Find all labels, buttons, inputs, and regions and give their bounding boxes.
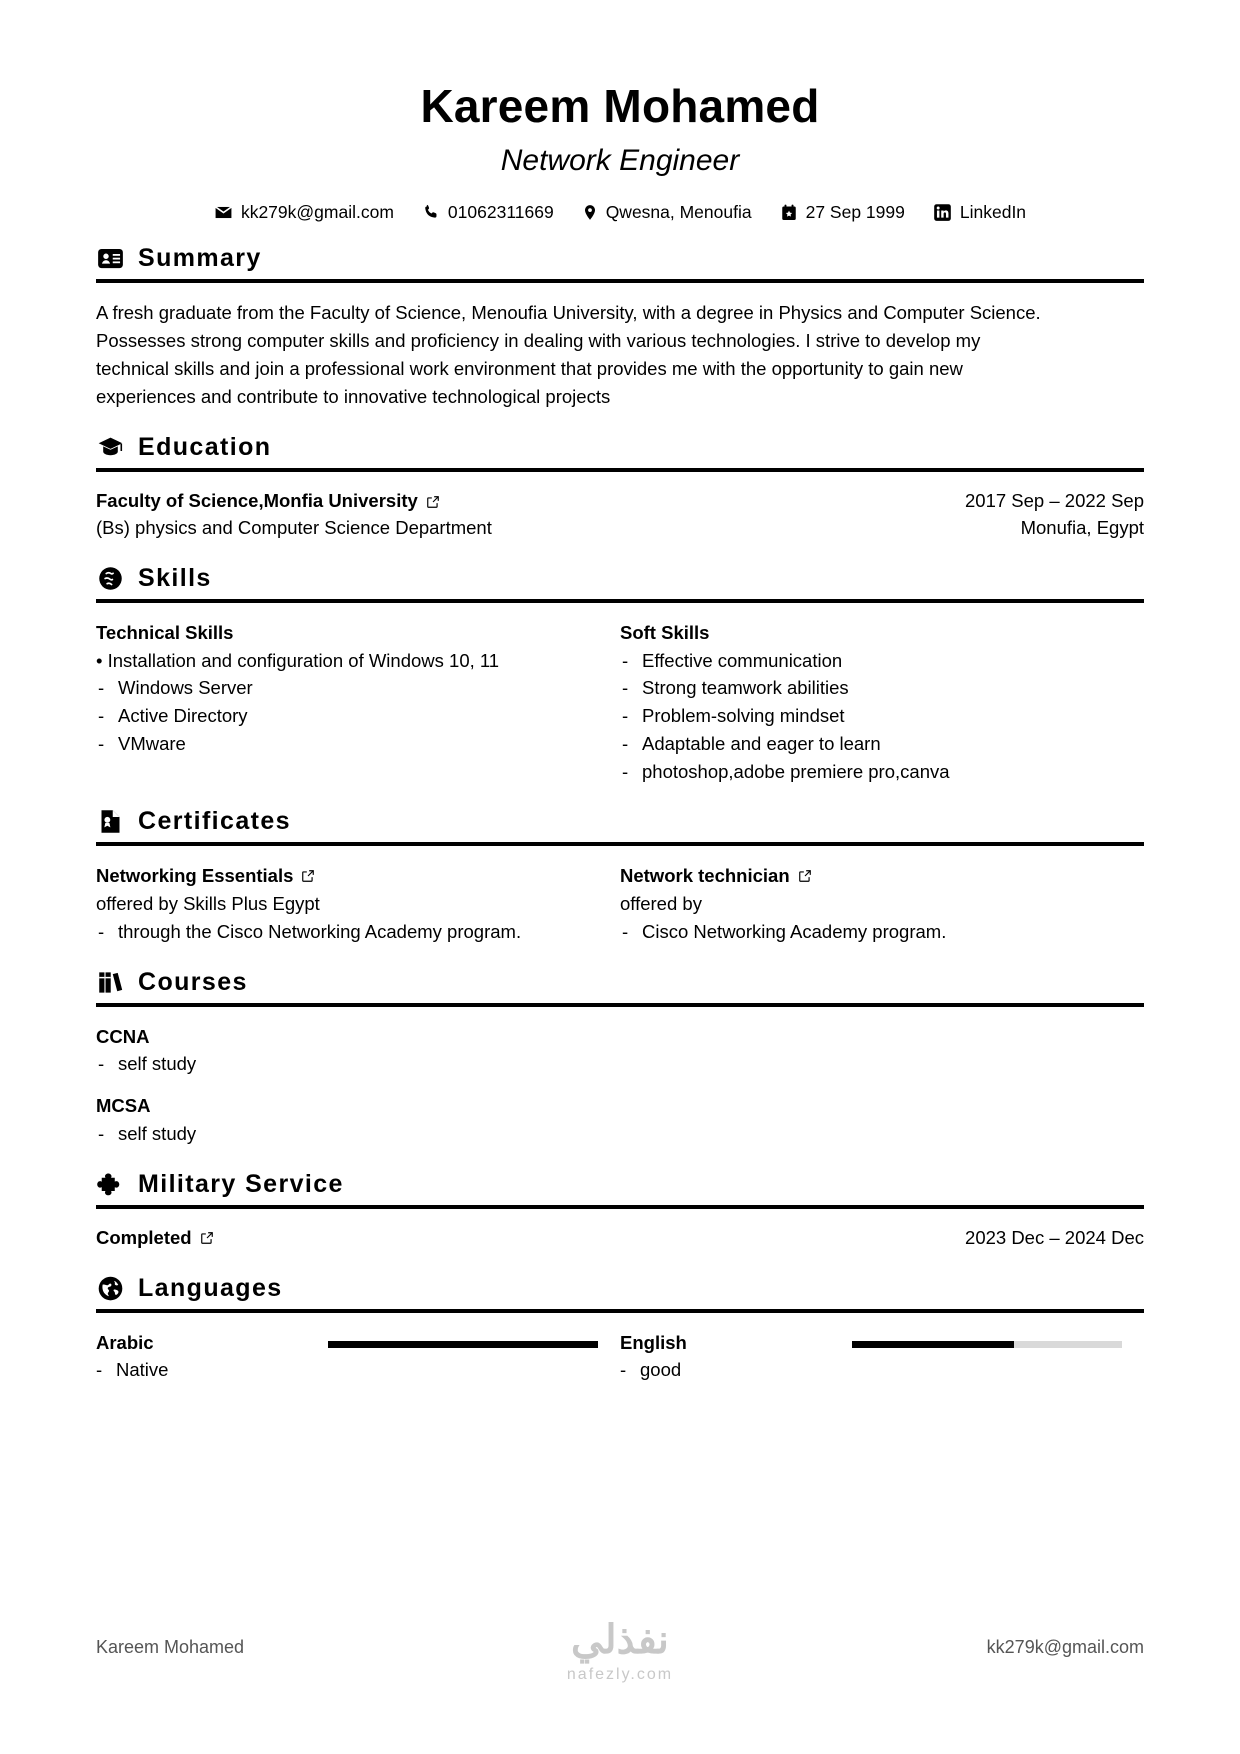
language-arabic-text [96, 1329, 328, 1385]
dash-marker: - [622, 920, 629, 942]
list-item [96, 1050, 1144, 1078]
soft-skills-title: Soft Skills [620, 621, 710, 643]
courses-divider [96, 1003, 1144, 1007]
contact-email[interactable] [214, 203, 394, 222]
phone-icon [422, 203, 440, 221]
section-military-service [96, 1170, 1144, 1252]
section-courses [96, 968, 1144, 1148]
list-item [620, 918, 1120, 946]
language-level [96, 1356, 328, 1384]
list-item [620, 758, 1120, 786]
contact-birthdate-label: 27 Sep 1999 [805, 201, 905, 222]
footer-name: Kareem Mohamed [96, 1637, 245, 1657]
military-entry [96, 1225, 1144, 1252]
soft-skills-list [620, 647, 1120, 786]
id-card-icon [96, 244, 124, 272]
skills-divider [96, 599, 1144, 603]
certificates-divider [96, 842, 1144, 846]
education-institution-row [96, 488, 945, 515]
footer-email: kk279k@gmail.com [986, 1637, 1144, 1657]
certificate-detail: through the Cisco Networking Academy program. [118, 920, 522, 942]
contact-phone[interactable] [422, 203, 554, 221]
certificate-offered-by: offered by Skills Plus Egypt [96, 893, 320, 915]
military-status-row [96, 1225, 945, 1252]
certificate-item [620, 862, 1144, 945]
skill-label: Strong teamwork abilities [642, 677, 849, 699]
course-item [96, 1023, 1144, 1079]
education-divider [96, 468, 1144, 472]
dash-marker: - [622, 649, 629, 671]
course-detail: self study [118, 1053, 197, 1075]
certificate-name-row [620, 862, 1120, 890]
dash-marker: - [622, 677, 629, 699]
contact-birthdate [780, 203, 905, 222]
contact-phone-label: 01062311669 [447, 201, 554, 222]
language-arabic-bar-fill [328, 1341, 598, 1348]
puzzle-piece-icon [96, 1170, 124, 1198]
certificate-offered-by: offered by [620, 893, 702, 915]
watermark-domain: nafezly.com [566, 1666, 674, 1683]
course-name: MCSA [96, 1095, 151, 1117]
external-link-icon[interactable] [200, 1231, 214, 1245]
external-link-icon[interactable] [798, 869, 812, 883]
list-item [620, 647, 1120, 675]
calendar-icon [780, 203, 798, 222]
resume-header [96, 80, 1144, 222]
summary-heading: Summary [138, 243, 262, 272]
certificate-detail-list [620, 918, 1120, 946]
military-divider [96, 1205, 1144, 1209]
dash-marker: - [96, 1359, 103, 1381]
language-item [96, 1329, 620, 1385]
dash-marker: - [98, 1053, 105, 1075]
section-certificates [96, 807, 1144, 945]
military-dates: 2023 Dec – 2024 Dec [965, 1226, 1144, 1248]
dash-marker: - [620, 1359, 627, 1381]
languages-section-header [96, 1274, 1144, 1309]
summary-text: A fresh graduate from the Faculty of Science, Menoufia University, with a degree in Physics and Computer Science. Possesses strong computer skills and proficiency in dealing with various technologies. I strive to develop my technical skills and join a professional work environment that provides me with the opportunity to gain new experiences and contribute to innovative technological projects [96, 301, 1041, 408]
list-item [96, 1120, 1144, 1148]
contact-linkedin[interactable] [933, 203, 1026, 222]
summary-section-header [96, 244, 1144, 279]
courses-heading: Courses [138, 967, 248, 996]
globe-icon [96, 1274, 124, 1302]
contact-linkedin-label: LinkedIn [959, 201, 1027, 222]
skill-label: Effective communication [642, 649, 843, 671]
contact-email-label: kk279k@gmail.com [240, 201, 394, 222]
dash-marker: - [98, 1122, 105, 1144]
education-entry [96, 488, 1144, 542]
page-footer [96, 1637, 1144, 1658]
military-heading: Military Service [138, 1169, 344, 1198]
skills-section-header [96, 564, 1144, 599]
envelope-icon [214, 203, 233, 222]
skills-group-soft [620, 619, 1144, 786]
technical-skills-first-item: • Installation and configuration of Windows 10, 11 [96, 649, 500, 671]
education-heading: Education [138, 433, 272, 462]
candidate-job-title: Network Engineer [500, 143, 740, 177]
languages-heading: Languages [138, 1273, 283, 1302]
certificate-name-row [96, 862, 596, 890]
summary-divider [96, 279, 1144, 283]
course-name: CCNA [96, 1025, 150, 1047]
skill-label: photoshop,adobe premiere pro,canva [642, 760, 950, 782]
education-entry-right [965, 488, 1144, 542]
dash-marker: - [98, 705, 105, 727]
language-level-label: Native [116, 1359, 169, 1381]
military-status: Completed [96, 1226, 192, 1248]
military-entry-left [96, 1225, 945, 1252]
language-english-bar-fill [852, 1341, 1014, 1348]
course-item [96, 1092, 1144, 1148]
list-item [96, 674, 596, 702]
list-item [620, 674, 1120, 702]
dash-marker: - [98, 920, 105, 942]
languages-divider [96, 1309, 1144, 1313]
linkedin-icon [933, 203, 952, 222]
language-name: English [620, 1331, 687, 1353]
certificates-heading: Certificates [138, 807, 291, 836]
list-item [96, 730, 596, 758]
brain-icon [96, 564, 124, 592]
contact-bar [96, 203, 1144, 222]
certificate-name: Networking Essentials [96, 865, 294, 887]
external-link-icon[interactable] [301, 869, 315, 883]
course-detail-list [96, 1120, 1144, 1148]
technical-skills-list [96, 674, 596, 757]
graduation-cap-icon [96, 434, 124, 462]
list-item [620, 730, 1120, 758]
language-level [620, 1356, 852, 1384]
dash-marker: - [622, 705, 629, 727]
dash-marker: - [98, 677, 105, 699]
dash-marker: - [622, 760, 629, 782]
section-languages [96, 1274, 1144, 1385]
courses-section-header [96, 968, 1144, 1003]
certificate-item [96, 862, 620, 945]
skills-columns [96, 619, 1144, 786]
contact-location [582, 203, 752, 222]
course-detail-list [96, 1050, 1144, 1078]
certificates-section-header [96, 807, 1144, 842]
language-english-bar-track [852, 1341, 1122, 1348]
language-item [620, 1329, 1144, 1385]
education-dates: 2017 Sep – 2022 Sep [965, 490, 1144, 512]
external-link-icon[interactable] [426, 495, 440, 509]
skill-label: Active Directory [118, 705, 248, 727]
contact-location-label: Qwesna, Menoufia [605, 201, 752, 222]
education-entry-left [96, 488, 945, 542]
certificate-icon [96, 808, 124, 836]
skill-label: Problem-solving mindset [642, 705, 845, 727]
languages-row [96, 1329, 1144, 1385]
language-arabic-bar-track [328, 1341, 598, 1348]
candidate-name: Kareem Mohamed [420, 80, 820, 132]
skills-group-technical [96, 619, 620, 786]
education-section-header [96, 433, 1144, 468]
dash-marker: - [622, 732, 629, 754]
education-degree: (Bs) physics and Computer Science Department [96, 517, 492, 539]
certificate-detail: Cisco Networking Academy program. [642, 920, 947, 942]
skill-label: Windows Server [118, 677, 253, 699]
list-item [96, 702, 596, 730]
watermark-arabic: نفذلي [571, 1618, 669, 1662]
skill-label: Adaptable and eager to learn [642, 732, 881, 754]
dash-marker: - [98, 732, 105, 754]
language-name: Arabic [96, 1331, 154, 1353]
certificate-detail-list [96, 918, 596, 946]
language-english-text [620, 1329, 852, 1385]
books-icon [96, 968, 124, 996]
list-item [96, 918, 596, 946]
section-summary [96, 244, 1144, 411]
certificate-name: Network technician [620, 865, 790, 887]
skills-heading: Skills [138, 563, 212, 592]
language-level-label: good [640, 1359, 682, 1381]
certificates-columns [96, 862, 1144, 945]
military-section-header [96, 1170, 1144, 1205]
map-pin-icon [582, 203, 598, 222]
list-item [620, 702, 1120, 730]
section-education [96, 433, 1144, 542]
education-institution: Faculty of Science,Monfia University [96, 490, 418, 512]
technical-skills-title: Technical Skills [96, 621, 234, 643]
section-skills [96, 564, 1144, 786]
education-location: Monufia, Egypt [1020, 517, 1144, 539]
skill-label: VMware [118, 732, 186, 754]
course-detail: self study [118, 1122, 197, 1144]
